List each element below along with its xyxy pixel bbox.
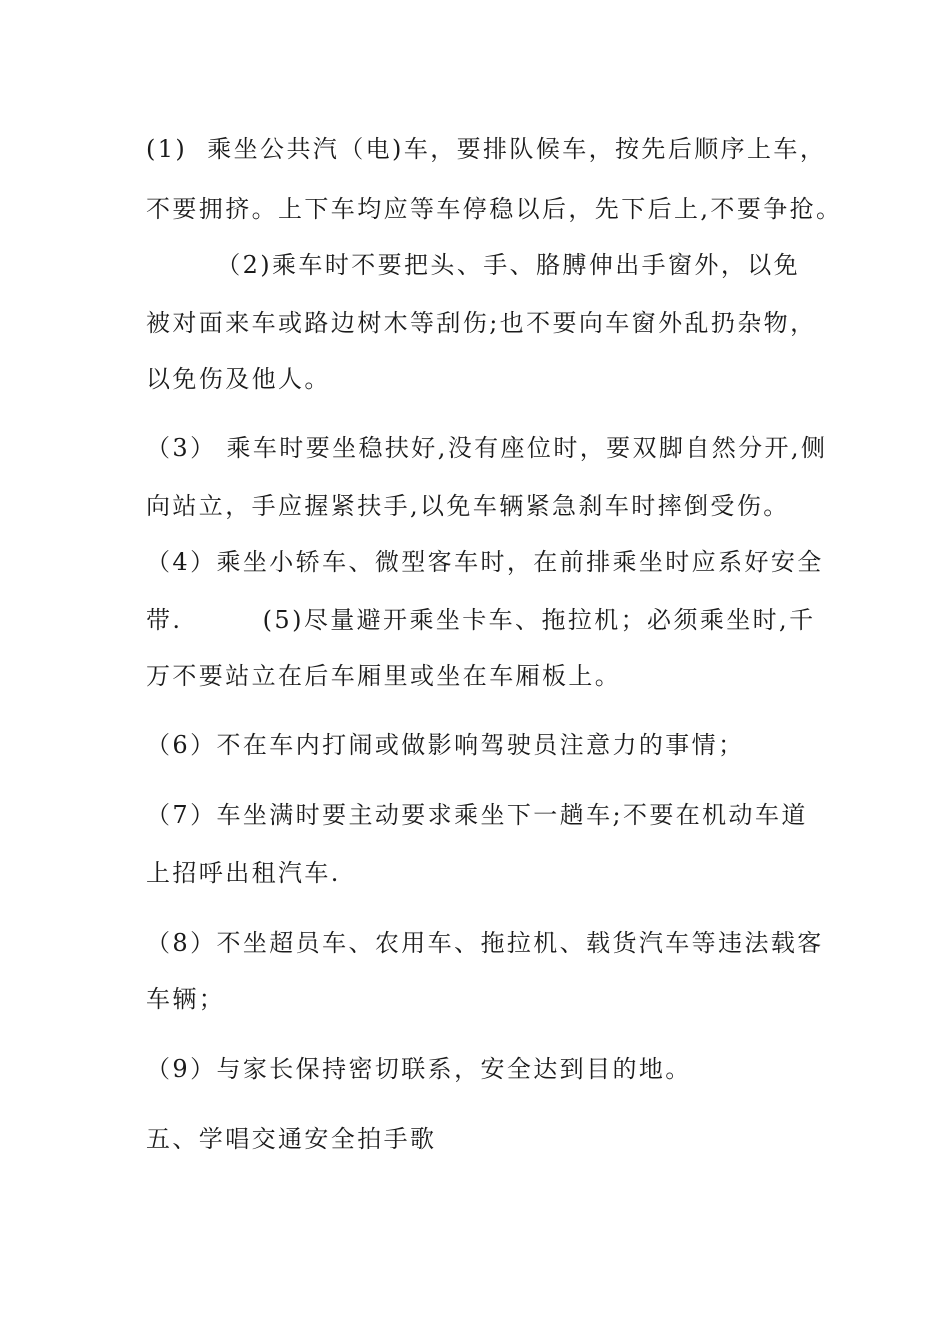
rule-1-line-1: (1) 乘坐公共汽（电)车，要排队候车，按先后顺序上车， xyxy=(146,135,827,163)
rule-4-5-line: 带. (5)尽量避开乘坐卡车、拖拉机；必须乘坐时,千 xyxy=(146,606,816,634)
rule-1-line-2: 不要拥挤。上下车均应等车停稳以后，先下后上,不要争抢。 xyxy=(146,195,843,223)
rule-2-line-3: 以免伤及他人。 xyxy=(146,365,331,393)
rule-8-line-1: （8）不坐超员车、农用车、拖拉机、载货汽车等违法载客 xyxy=(146,929,824,957)
rule-4-line-1: （4）乘坐小轿车、微型客车时，在前排乘坐时应系好安全 xyxy=(146,548,824,576)
rule-6-line: （6）不在车内打闹或做影响驾驶员注意力的事情； xyxy=(146,731,745,759)
rule-2-line-1: （2)乘车时不要把头、手、胳膊伸出手窗外，以免 xyxy=(146,251,801,279)
rule-2-line-2: 被对面来车或路边树木等刮伤;也不要向车窗外乱扔杂物， xyxy=(146,309,817,337)
rule-3-line-2: 向站立，手应握紧扶手,以免车辆紧急刹车时摔倒受伤。 xyxy=(146,492,790,520)
rule-3-line-1: （3） 乘车时要坐稳扶好,没有座位时，要双脚自然分开,侧 xyxy=(146,434,828,462)
section-heading: 五、学唱交通安全拍手歌 xyxy=(146,1125,437,1153)
rule-8-line-2: 车辆； xyxy=(146,985,226,1013)
rule-9-line: （9）与家长保持密切联系，安全达到目的地。 xyxy=(146,1055,692,1083)
rule-7-line-2: 上招呼出租汽车. xyxy=(146,859,341,887)
rule-7-line-1: （7）车坐满时要主动要求乘坐下一趟车;不要在机动车道 xyxy=(146,801,808,829)
rule-5-line-2: 万不要站立在后车厢里或坐在车厢板上。 xyxy=(146,662,622,690)
